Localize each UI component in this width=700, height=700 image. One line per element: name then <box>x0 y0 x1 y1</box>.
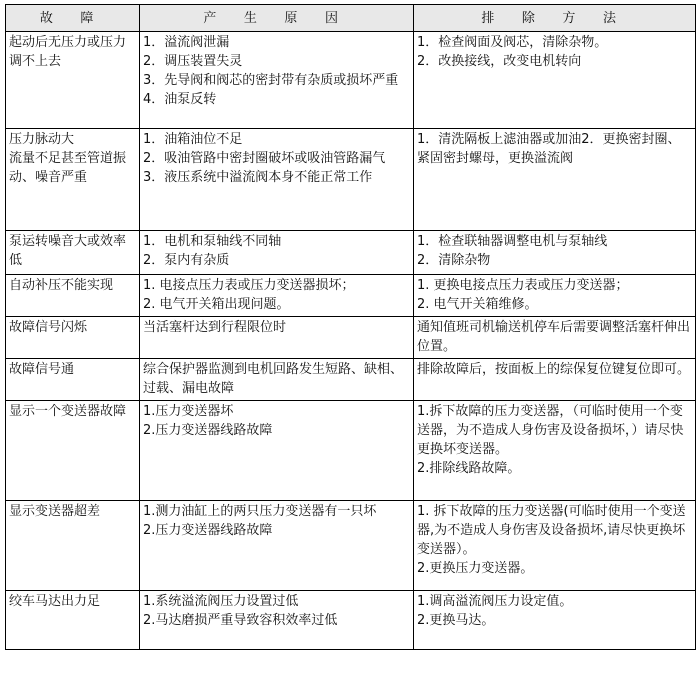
cause-cell <box>140 591 414 650</box>
cause-line: 1.系统溢流阀压力设置过低 <box>143 594 299 609</box>
cause-line: 综合保护器监测到电机回路发生短路、缺相、过载、漏电故障 <box>143 362 404 396</box>
cause-line: 2.压力变送器线路故障 <box>143 523 273 538</box>
fault-text: 显示一个变送器故障 <box>9 404 127 419</box>
remedy-line: 1．清洗隔板上滤油器或加油2．更换密封圈、紧固密封螺母，更换溢流阀 <box>417 132 681 166</box>
remedy-line: 1.调高溢流阀压力设定值。 <box>417 594 573 609</box>
fault-cell <box>6 129 140 231</box>
fault-text: 故障信号通 <box>9 362 75 377</box>
fault-text: 泵运转噪音大或效率低 <box>9 234 127 268</box>
cause-line: 3．先导阀和阀芯的密封带有杂质或损坏严重 <box>143 73 399 88</box>
fault-text: 起动后无压力或压力调不上去 <box>9 35 127 69</box>
remedy-cell <box>414 317 696 359</box>
table-row <box>6 32 696 129</box>
remedy-cell <box>414 401 696 501</box>
remedy-line: 2. 电气开关箱维修。 <box>417 297 538 312</box>
remedy-cell <box>414 231 696 275</box>
cause-line: 2．泵内有杂质 <box>143 253 230 268</box>
fault-text: 流量不足甚至管道振动、噪音严重 <box>9 151 127 185</box>
fault-table <box>5 4 696 650</box>
table-row <box>6 401 696 501</box>
cause-line: 2. 电气开关箱出现问题。 <box>143 297 290 312</box>
cause-line: 3．液压系统中溢流阀本身不能正常工作 <box>143 170 373 185</box>
table-header-row <box>6 5 696 32</box>
header-remedy: 排 除 方 法 <box>414 5 696 32</box>
cause-cell <box>140 275 414 317</box>
fault-cell <box>6 317 140 359</box>
cause-cell <box>140 401 414 501</box>
cause-cell <box>140 231 414 275</box>
remedy-line: 2．清除杂物 <box>417 253 491 268</box>
cause-cell <box>140 129 414 231</box>
fault-text: 显示变送器超差 <box>9 504 101 519</box>
fault-text: 自动补压不能实现 <box>9 278 114 293</box>
cause-line: 1．电机和泵轴线不同轴 <box>143 234 282 249</box>
remedy-line: 1．检查阀面及阀芯，清除杂物。 <box>417 35 608 50</box>
fault-text: 绞车马达出力足 <box>9 594 101 609</box>
remedy-line: 2．改换接线，改变电机转向 <box>417 54 582 69</box>
fault-text: 压力脉动大 <box>9 132 75 147</box>
cause-cell <box>140 317 414 359</box>
remedy-line: 2.更换压力变送器。 <box>417 561 534 576</box>
fault-cell <box>6 501 140 591</box>
remedy-line: 通知值班司机输送机停车后需要调整活塞杆伸出位置。 <box>417 320 691 354</box>
cause-cell <box>140 359 414 401</box>
table-row <box>6 129 696 231</box>
remedy-cell <box>414 32 696 129</box>
cause-line: 1. 电接点压力表或压力变送器损坏； <box>143 278 355 293</box>
remedy-line: 1. 拆下故障的压力变送器(可临时使用一个变送器,为不造成人身伤害及设备损坏,请尽快更换坏变送器）。 <box>417 504 686 557</box>
cause-line: 1．溢流阀泄漏 <box>143 35 230 50</box>
cause-line: 4．油泵反转 <box>143 92 217 107</box>
fault-cell <box>6 231 140 275</box>
remedy-cell <box>414 129 696 231</box>
table-row <box>6 275 696 317</box>
remedy-line: 2.排除线路故障。 <box>417 461 521 476</box>
remedy-cell <box>414 501 696 591</box>
cause-line: 1.测力油缸上的两只压力变送器有一只坏 <box>143 504 377 519</box>
fault-cell <box>6 275 140 317</box>
fault-cell <box>6 401 140 501</box>
fault-cell <box>6 32 140 129</box>
table-row <box>6 591 696 650</box>
header-fault: 故 障 <box>6 5 140 32</box>
remedy-cell <box>414 359 696 401</box>
fault-text: 故障信号闪烁 <box>9 320 88 335</box>
remedy-cell <box>414 275 696 317</box>
remedy-line: 1. 更换电接点压力表或压力变送器； <box>417 278 629 293</box>
fault-cell <box>6 591 140 650</box>
cause-line: 2．吸油管路中密封圈破坏或吸油管路漏气 <box>143 151 386 166</box>
table-row <box>6 231 696 275</box>
cause-line: 2.压力变送器线路故障 <box>143 423 273 438</box>
table-row <box>6 317 696 359</box>
remedy-line: 1．检查联轴器调整电机与泵轴线 <box>417 234 608 249</box>
cause-line: 1．油箱油位不足 <box>143 132 243 147</box>
cause-cell <box>140 32 414 129</box>
cause-cell <box>140 501 414 591</box>
cause-line: 2．调压装置失灵 <box>143 54 243 69</box>
remedy-line: 2.更换马达。 <box>417 613 495 628</box>
table-row <box>6 359 696 401</box>
cause-line: 当活塞杆达到行程限位时 <box>143 320 287 335</box>
fault-cell <box>6 359 140 401</box>
table-row <box>6 501 696 591</box>
remedy-line: 排除故障后，按面板上的综保复位键复位即可。 <box>417 362 691 377</box>
cause-line: 1.压力变送器坏 <box>143 404 234 419</box>
header-cause: 产 生 原 因 <box>140 5 414 32</box>
cause-line: 2.马达磨损严重导致容积效率过低 <box>143 613 338 628</box>
remedy-line: 1.拆下故障的压力变送器，（可临时使用一个变送器，为不造成人身伤害及设备损坏，）请尽快更换坏变送器。 <box>417 404 684 457</box>
remedy-cell <box>414 591 696 650</box>
